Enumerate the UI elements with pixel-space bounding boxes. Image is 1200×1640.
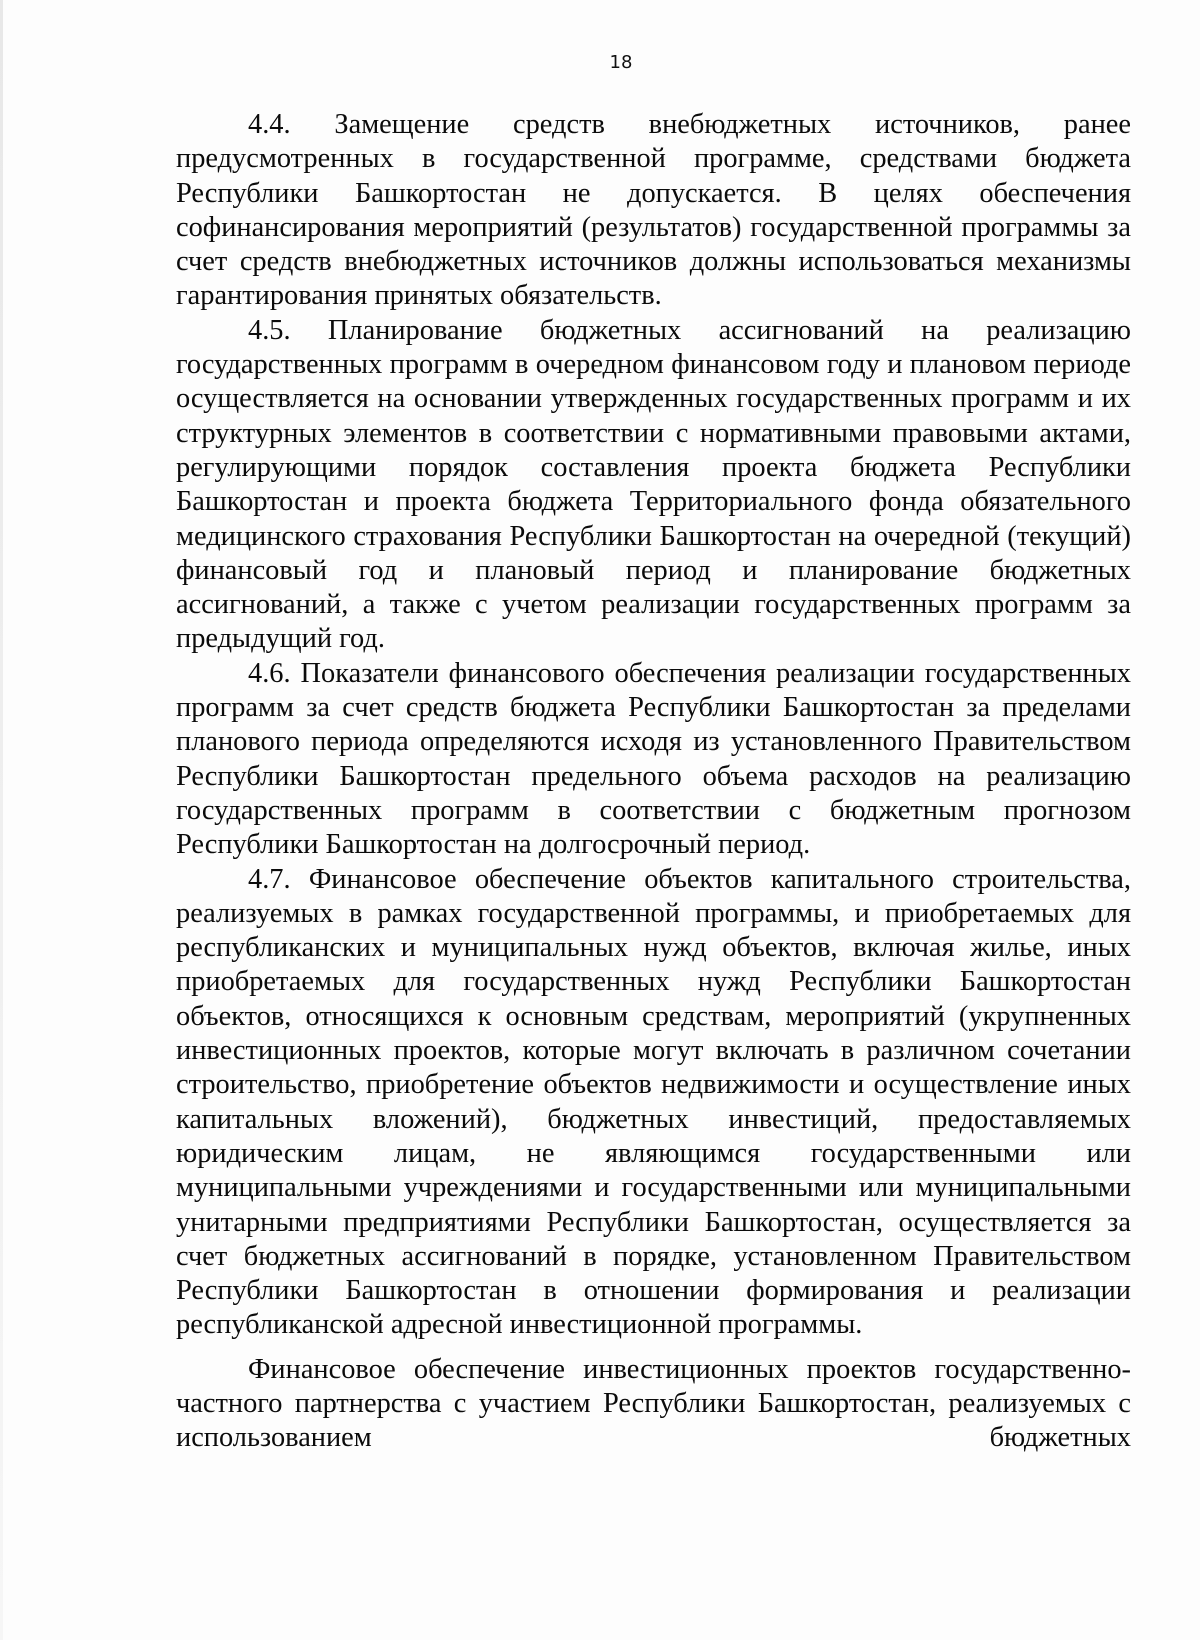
document-body xyxy=(176,108,1131,1456)
paragraph-4-7: 4.7. Финансовое обеспечение объектов капитального строительства, реализуемых в рамках государственной программы, и приобретаемых для республиканских и муниципальных нужд объектов, включая жилье, иных приобретаемых для государственных нужд Республики Башкортостан объектов, относящихся к основным средствам, мероприятий (укрупненных инвестиционных проектов, которые могут включать в различном сочетании строительство, приобретение объектов недвижимости и осуществление иных капитальных вложений), бюджетных инвестиций, предоставляемых юридическим лицам, не являющимся государственными или муниципальными учреждениями и государственными или муниципальными унитарными предприятиями Республики Башкортостан, осуществляется за счет бюджетных ассигнований в порядке, установленном Правительством Республики Башкортостан в отношении формирования и реализации республиканской адресной инвестиционной программы. xyxy=(176,863,1131,1341)
paragraph-4-6: 4.6. Показатели финансового обеспечения реализации государственных программ за счет средств бюджета Республики Башкортостан за пределами планового периода определяются исходя из установленного Правительством Республики Башкортостан предельного объема расходов на реализацию государственных программ в соответствии с бюджетным прогнозом Республики Башкортостан на долгосрочный период. xyxy=(176,657,1131,861)
page-number: 18 xyxy=(609,52,633,73)
paragraph-4-5: 4.5. Планирование бюджетных ассигнований на реализацию государственных программ в очередном финансовом году и плановом периоде осуществляется на основании утвержденных государственных программ и их структурных элементов в соответствии с нормативными правовыми актами, регулирующими порядок составления проекта бюджета Республики Башкортостан и проекта бюджета Территориального фонда обязательного медицинского страхования Республики Башкортостан на очередной (текущий) финансовый год и плановый период и планирование бюджетных ассигнований, а также с учетом реализации государственных программ за предыдущий год. xyxy=(176,314,1131,655)
paragraph-4-4: 4.4. Замещение средств внебюджетных источников, ранее предусмотренных в государственной программе, средствами бюджета Республики Башкортостан не допускается. В целях обеспечения софинансирования мероприятий (результатов) государственной программы за счет средств внебюджетных источников должны использоваться механизмы гарантирования принятых обязательств. xyxy=(176,109,1131,312)
paragraph-financing-ppp: Финансовое обеспечение инвестиционных проектов государственно-частного партнерства с участием Республики Башкортостан, реализуемых с использованием бюджетных xyxy=(176,1353,1131,1454)
scan-edge xyxy=(0,0,3,1640)
